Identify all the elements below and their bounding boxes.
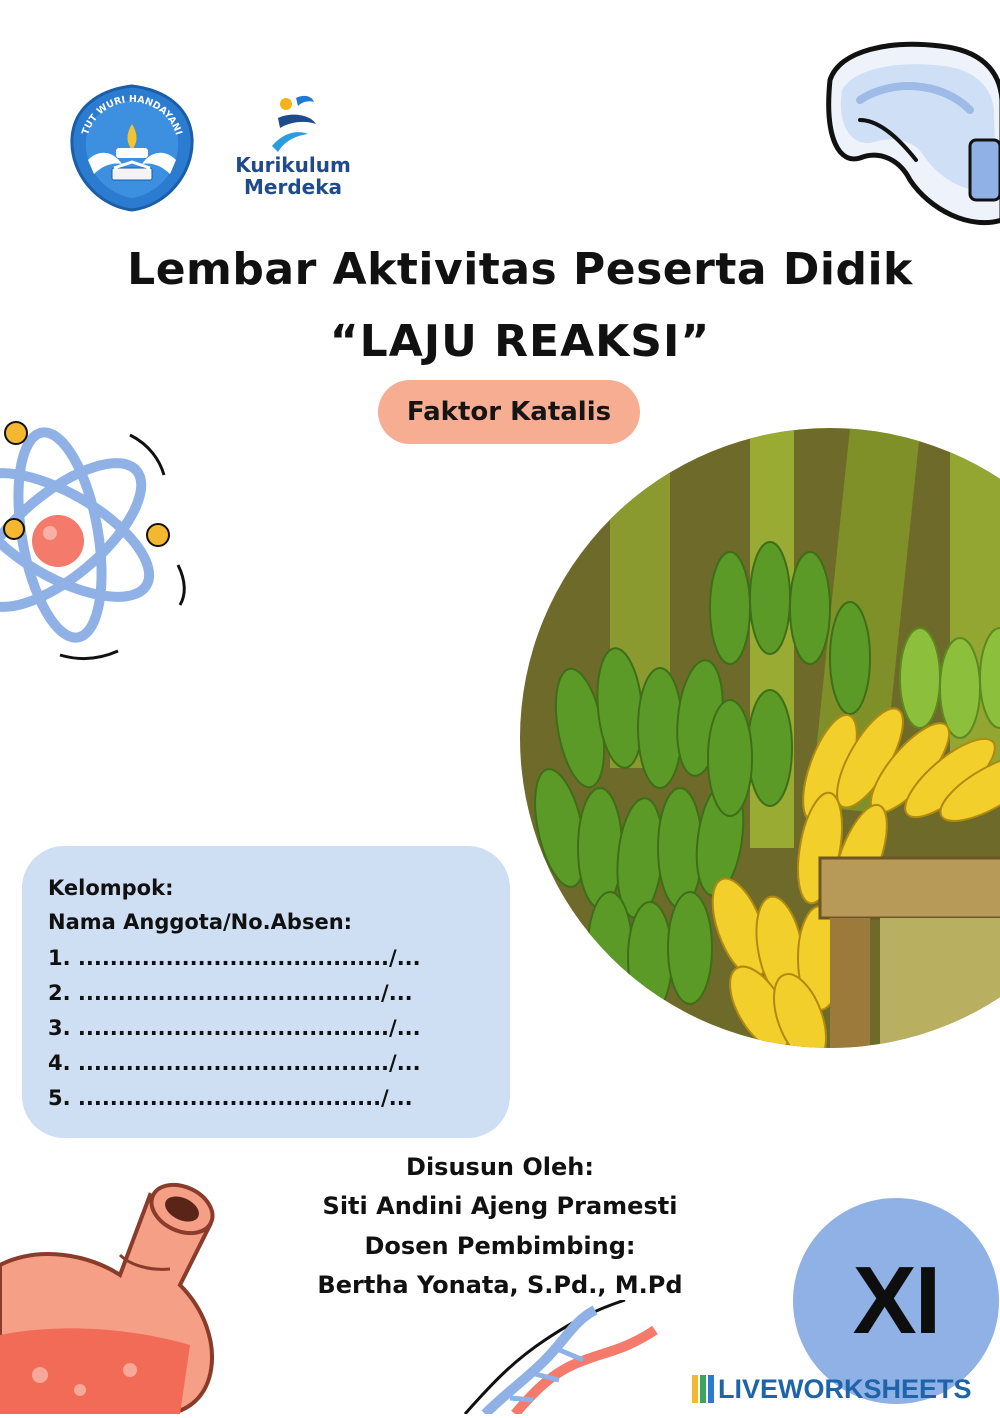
advisor-label: Dosen Pembimbing: <box>364 1232 636 1260</box>
safety-goggles-icon <box>820 40 1000 230</box>
kurikulum-merdeka-logo <box>228 92 358 210</box>
flask-icon <box>0 1175 240 1414</box>
prepared-by-label: Disusun Oleh: <box>406 1153 594 1181</box>
banana-photo <box>520 428 1000 1048</box>
member-row-2[interactable]: 2. ....................................../... <box>48 981 413 1005</box>
atom-icon <box>0 405 200 665</box>
members-label: Nama Anggota/No.Absen: <box>48 910 353 934</box>
tut-wuri-handayani-logo <box>66 82 198 214</box>
member-row-5[interactable]: 5. ....................................../... <box>48 1086 413 1110</box>
page-subtitle: “LAJU REAKSI” <box>329 316 711 367</box>
member-row-4[interactable]: 4. ......................................./... <box>48 1051 421 1075</box>
kurikulum-merdeka-mark <box>228 92 358 156</box>
kurikulum-text: Kurikulum <box>235 153 351 177</box>
member-row-1[interactable]: 1. ......................................./... <box>48 946 421 970</box>
group-form-card <box>22 846 510 1138</box>
page-title: Lembar Aktivitas Peserta Didik <box>127 244 913 295</box>
merdeka-text: Merdeka <box>243 175 342 199</box>
tut-wuri-ring-text: TUT WURI HANDAYANI <box>80 93 184 137</box>
group-label: Kelompok: <box>48 876 174 900</box>
prepared-by-name: Siti Andini Ajeng Pramesti <box>322 1192 678 1220</box>
topic-label: Faktor Katalis <box>406 397 612 427</box>
liveworksheets-logo-icon <box>692 1375 714 1403</box>
kurikulum-merdeka-wordmark <box>228 154 358 198</box>
advisor-name: Bertha Yonata, S.Pd., M.Pd <box>317 1271 683 1299</box>
topic-badge <box>378 380 640 444</box>
liveworksheets-watermark[interactable] <box>692 1372 972 1406</box>
grade-label: XI <box>852 1247 940 1354</box>
member-row-3[interactable]: 3. ......................................./... <box>48 1016 421 1040</box>
dna-icon <box>455 1300 665 1414</box>
watermark-text: LIVEWORKSHEETS <box>718 1373 972 1404</box>
